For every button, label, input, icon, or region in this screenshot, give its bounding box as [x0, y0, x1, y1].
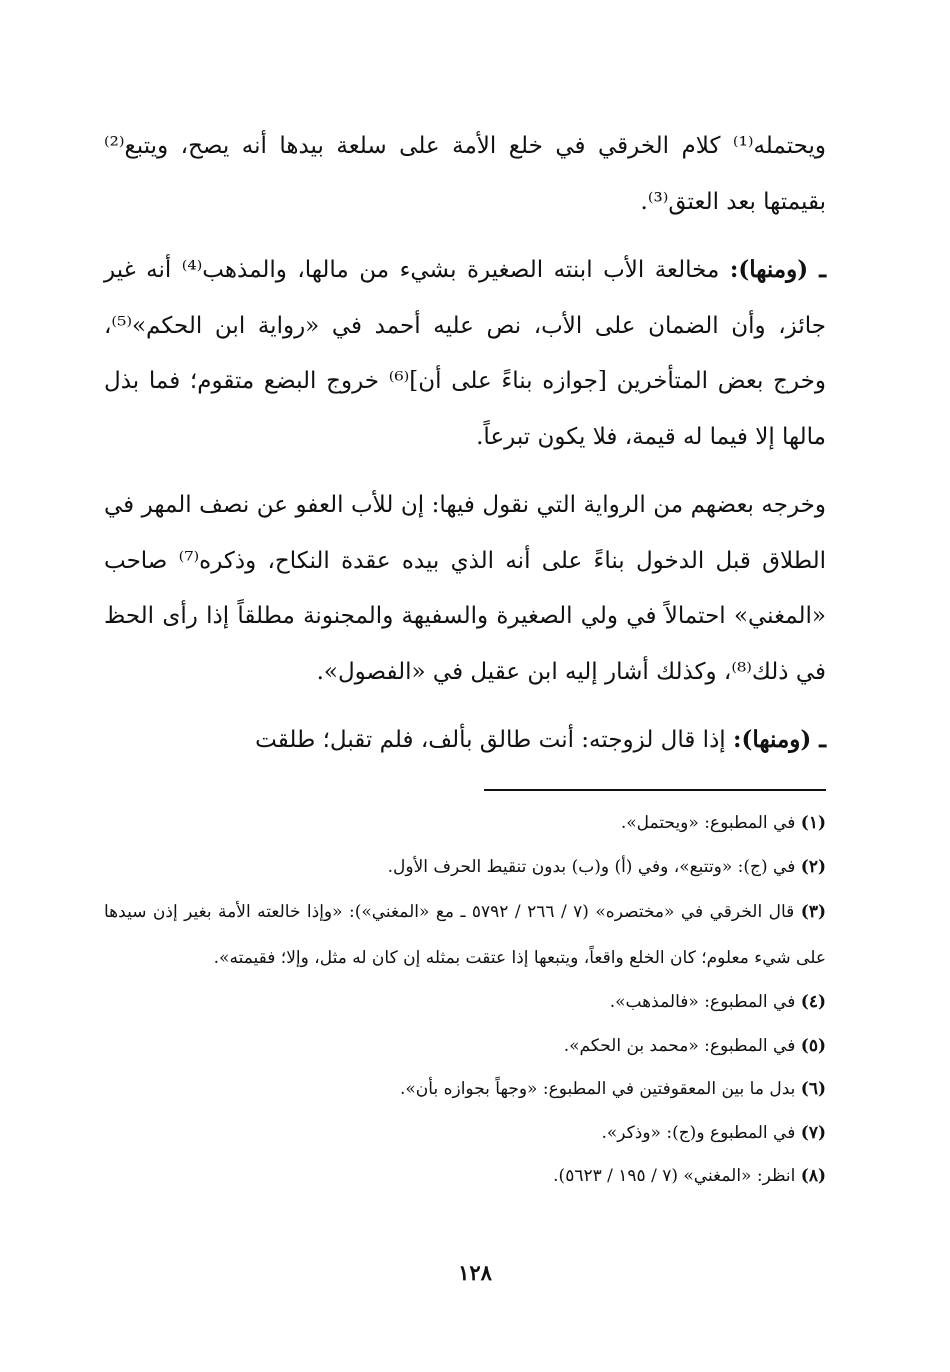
paragraph-lead: ـ (ومنها): [733, 726, 826, 753]
footnote-text: بدل ما بين المعقوفتين في المطبوع: «وجهاً بجوازه بأن». [399, 1079, 796, 1099]
footnote-number: (٧) [800, 1122, 826, 1143]
paragraph-text: مخالعة الأب ابنته الصغيرة بشيء من مالها، والمذهب⁽⁴⁾ أنه غير جائز، وأن الضمان على الأب، نص عليه أحمد في «رواية ابن الحكم»⁽⁵⁾، وخرج بعض المتأخرين [جوازه بناءً على أن]⁽⁶⁾ خروج البضع متقوم؛ فما بذل مالها إلا فيما له قيمة، فلا يكون تبرعاً. [104, 257, 826, 450]
footnote-number: (٤) [800, 992, 826, 1012]
footnote-text: في المطبوع: «فالمذهب». [609, 992, 796, 1012]
paragraph-1 [104, 118, 826, 230]
footnote-text: في (ج): «وتتبع»، وفي (أ) و(ب) بدون تنقيط الحرف الأول. [387, 856, 796, 877]
paragraph-2 [104, 242, 826, 465]
paragraph-3 [104, 477, 826, 700]
paragraph-text: وخرجه بعضهم من الرواية التي نقول فيها: إن للأب العفو عن نصف المهر في الطلاق قبل الدخول بناءً على أنه الذي بيده عقدة النكاح، وذكره⁽⁷⁾ صاحب «المغني» احتمالاً في ولي الصغيرة والسفيهة والمجنونة مطلقاً إذا رأى الحظ في ذلك⁽⁸⁾، وكذلك أشار إليه ابن عقيل في «الفصول». [104, 492, 826, 685]
footnote-text: في المطبوع: «محمد بن الحكم». [563, 1035, 796, 1056]
footnote-number: (٦) [800, 1079, 826, 1099]
footnote-text: انظر: «المغني» (٧ / ١٩٥ / ٥٦٢٣). [553, 1166, 796, 1186]
footnote-number: (٣) [800, 902, 827, 922]
footnote-number: (١) [800, 813, 826, 833]
footnote-5 [104, 1025, 826, 1069]
page-number: ١٢٨ [458, 1260, 492, 1285]
footnote-1 [104, 802, 826, 846]
footnote-4 [104, 981, 826, 1025]
footnote-number: (٨) [800, 1166, 826, 1186]
footnote-7 [104, 1112, 826, 1156]
footnote-number: (٢) [800, 856, 826, 877]
footnotes [104, 802, 826, 1199]
footnote-separator [484, 789, 826, 791]
footnote-text: في المطبوع و(ج): «وذكر». [601, 1122, 796, 1143]
footnote-3 [104, 889, 826, 981]
footnote-6 [104, 1068, 826, 1112]
footnote-number: (٥) [800, 1035, 826, 1056]
paragraph-text: إذا قال لزوجته: أنت طالق بألف، فلم تقبل؛ طلقت [255, 727, 734, 753]
footnote-text: في المطبوع: «ويحتمل». [620, 813, 796, 833]
footnote-2 [104, 846, 826, 890]
paragraph-text: ويحتمله⁽¹⁾ كلام الخرقي في خلع الأمة على سلعة بيدها أنه يصح، ويتبع⁽²⁾ بقيمتها بعد العتق⁽³⁾. [104, 133, 826, 215]
paragraph-4 [104, 712, 826, 769]
footnote-8 [104, 1155, 826, 1199]
paragraph-lead: ـ (ومنها): [729, 256, 827, 283]
footnote-text: قال الخرقي في «مختصره» (٧ / ٢٦٦ / ٥٧٩٢ ـ مع «المغني»): «وإذا خالعته الأمة بغير إذن سيدها على شيء معلوم؛ كان الخلع واقعاً، ويتبعها إذا عتقت بمثله إن كان له مثل، وإلا؛ فقيمته». [104, 902, 826, 968]
main-text [104, 118, 826, 769]
